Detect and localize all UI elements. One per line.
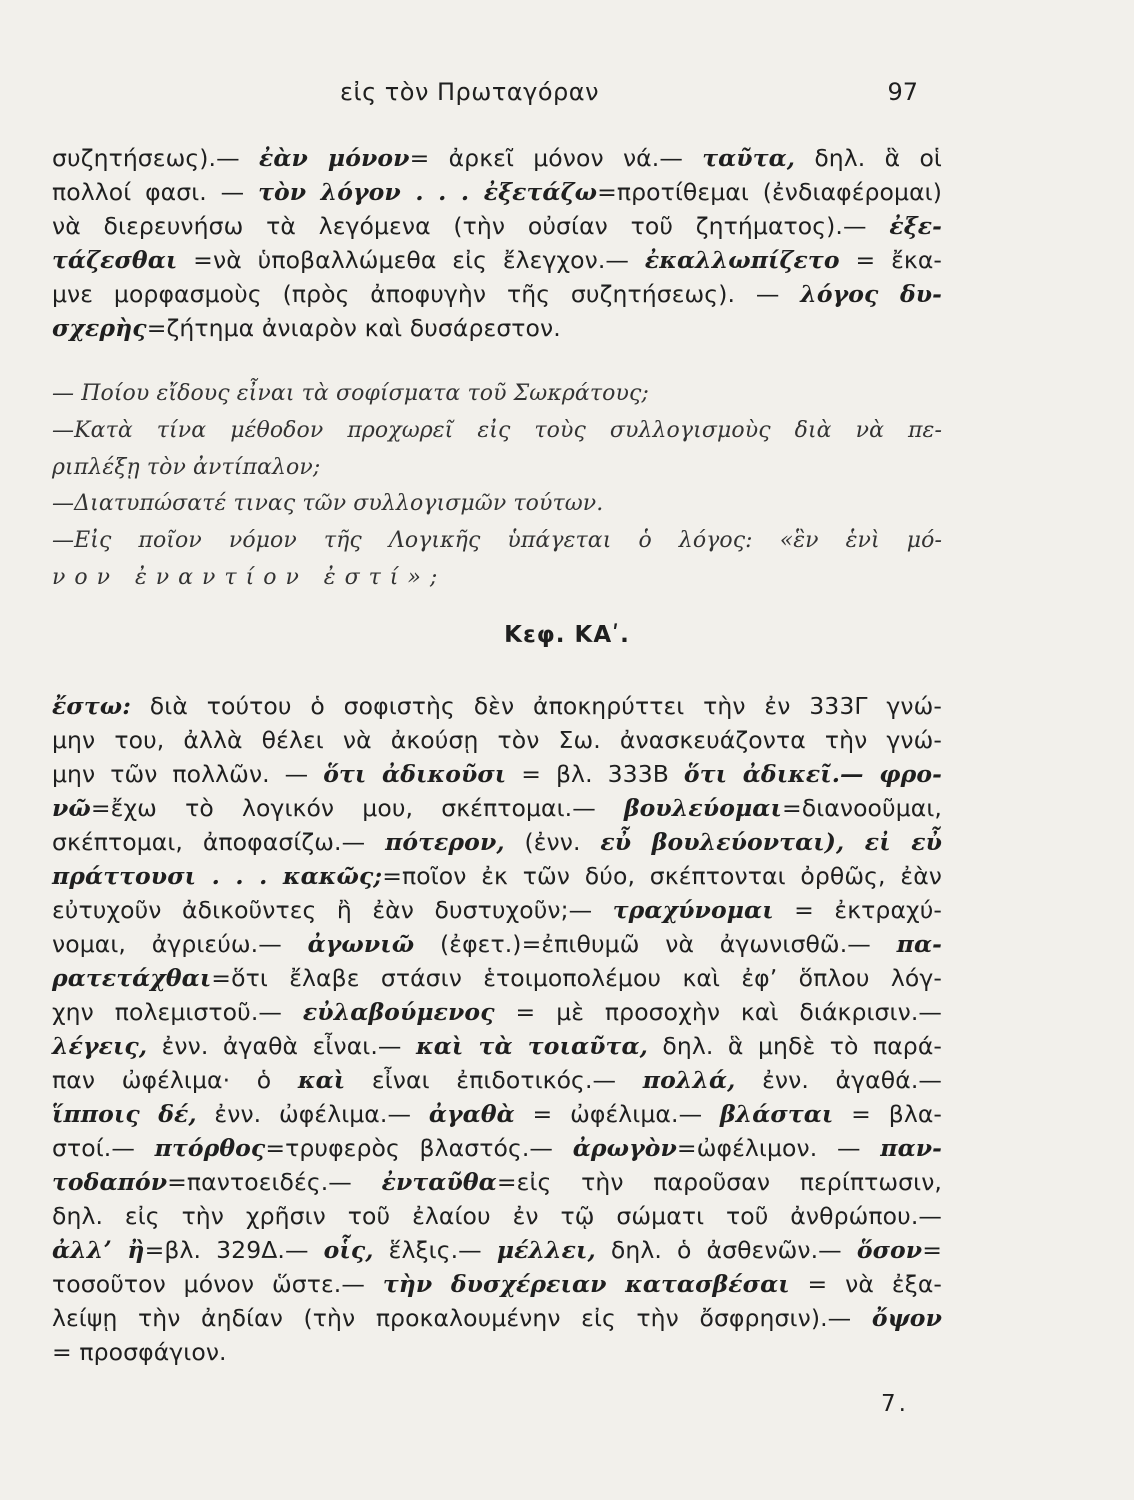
gloss: σκέπτομαι, ἀποφασίζω.— bbox=[52, 828, 386, 856]
gloss: (ἐνν. bbox=[504, 828, 601, 856]
gloss: μην του, ἀλλὰ θέλει νὰ ἀκούσῃ τὸν Σω. ἀνασκευάζοντα τὴν γνώ- bbox=[52, 726, 942, 754]
gloss: =τρυφερὸς βλαστός.— bbox=[265, 1134, 573, 1162]
lemma: βουλεύομαι bbox=[623, 794, 782, 822]
lemma: πότερον, bbox=[385, 828, 505, 856]
gloss: νομαι, ἀγριεύω.— bbox=[52, 930, 308, 958]
gloss: =διανοοῦμαι, bbox=[781, 794, 942, 822]
text-line bbox=[52, 859, 942, 893]
text-line bbox=[52, 893, 942, 927]
lemma: ρατετάχθαι bbox=[52, 964, 212, 992]
gloss: δηλ. εἰς τὴν χρῆσιν τοῦ ἐλαίου ἐν τῷ σώματι τοῦ ἀνθρώπου.— bbox=[52, 1202, 942, 1230]
text-line bbox=[52, 175, 942, 209]
gloss: χην πολεμιστοῦ.— bbox=[52, 998, 303, 1026]
lemma: νῶ bbox=[52, 794, 91, 822]
text-line bbox=[52, 1063, 942, 1097]
text-line bbox=[52, 961, 942, 995]
gloss: μην τῶν πολλῶν. — bbox=[52, 760, 324, 788]
lemma: βλάσται bbox=[719, 1100, 834, 1128]
text-line bbox=[52, 689, 942, 723]
text-line bbox=[52, 209, 942, 243]
question-line: ριπλέξῃ τὸν ἀντίπαλον; bbox=[52, 454, 321, 480]
gloss: συζητήσεως).— bbox=[52, 144, 259, 172]
lemma: ὄψον bbox=[871, 1304, 942, 1332]
question-line: —Διατυπώσατέ τινας τῶν συλλογισμῶν τούτων. bbox=[52, 491, 604, 517]
lemma: ἀλλʼ ἢ bbox=[52, 1236, 145, 1264]
gloss: =βλ. 329Δ.— bbox=[144, 1236, 324, 1264]
lemma: τὴν δυσχέρειαν κατασβέσαι bbox=[382, 1270, 790, 1298]
lemma: εὖ βουλεύονται), εἰ εὖ bbox=[600, 828, 943, 856]
question-line: —Εἰς ποῖον νόμον τῆς Λογικῆς ὑπάγεται ὁ λόγος: «ἓν ἑνὶ μό- bbox=[52, 528, 942, 554]
signature-mark: 7. bbox=[881, 1391, 909, 1417]
commentary-block-1 bbox=[52, 141, 942, 345]
gloss: δηλ. ἃ οἱ bbox=[795, 144, 942, 172]
gloss: =προτίθεμαι (ἐνδιαφέρομαι) bbox=[597, 178, 942, 206]
gloss: = νὰ ἐξα- bbox=[789, 1270, 942, 1298]
gloss: = προσφάγιον. bbox=[52, 1338, 227, 1366]
gloss: = βλ. 333Β bbox=[506, 760, 684, 788]
page-number: 97 bbox=[887, 78, 918, 106]
gloss: = μὲ προσοχὴν καὶ διάκρισιν.— bbox=[494, 998, 942, 1026]
text-line bbox=[52, 791, 942, 825]
text-line bbox=[52, 757, 942, 791]
lemma: ἐξε- bbox=[889, 212, 942, 240]
chapter-heading: Κεφ. ΚΑʹ. bbox=[504, 622, 630, 648]
gloss: ἐνν. ἀγαθά.— bbox=[735, 1066, 942, 1094]
gloss: = bbox=[922, 1236, 942, 1264]
lemma: ἔστω: bbox=[52, 692, 131, 720]
lemma: ὅσον bbox=[856, 1236, 923, 1264]
gloss: = ὠφέλιμα.— bbox=[514, 1100, 720, 1128]
lemma: πα- bbox=[896, 930, 942, 958]
gloss: ἐνν. ὠφέλιμα.— bbox=[196, 1100, 429, 1128]
lemma: πράττουσι . . . κακῶς; bbox=[52, 862, 383, 890]
gloss: =ὠφέλιμον. — bbox=[676, 1134, 881, 1162]
text-line bbox=[52, 927, 942, 961]
gloss: = ἀρκεῖ μόνον νά.— bbox=[409, 144, 703, 172]
text-line bbox=[52, 825, 942, 859]
lemma: ἀγωνιῶ bbox=[307, 930, 415, 958]
lemma: εὐλαβούμενος bbox=[302, 998, 495, 1026]
question-line: — Ποίου εἴδους εἶναι τὰ σοφίσματα τοῦ Σωκράτους; bbox=[52, 381, 649, 406]
gloss: = βλα- bbox=[833, 1100, 943, 1128]
text-line bbox=[52, 1165, 942, 1199]
lemma: τὸν λόγον . . . ἐξετάζω bbox=[258, 178, 598, 206]
lemma: τάζεσθαι bbox=[52, 246, 178, 274]
text-line bbox=[52, 1131, 942, 1165]
gloss: =παντοειδές.— bbox=[167, 1168, 382, 1196]
gloss: εἶναι ἐπιδοτικός.— bbox=[345, 1066, 643, 1094]
gloss: =ζήτημα ἀνιαρὸν καὶ δυσάρεστον. bbox=[146, 314, 561, 342]
gloss: (ἐφετ.)=ἐπιθυμῶ νὰ ἀγωνισθῶ.— bbox=[414, 930, 897, 958]
gloss: πολλοί φασι. — bbox=[52, 178, 259, 206]
gloss: =ποῖον ἐκ τῶν δύο, σκέπτονται ὀρθῶς, ἐὰν bbox=[382, 862, 943, 890]
lemma: ὅτι ἀδικοῦσι bbox=[323, 760, 507, 788]
question-line: νον ἐναντίον ἐστί»; bbox=[52, 564, 447, 590]
gloss: διὰ τούτου ὁ σοφιστὴς δὲν ἀποκηρύττει τὴν ἐν 333Γ γνώ- bbox=[130, 692, 942, 720]
lemma: τοδαπόν bbox=[52, 1168, 168, 1196]
lemma: ἀρωγὸν bbox=[572, 1134, 677, 1162]
gloss: εὐτυχοῦν ἀδικοῦντες ἢ ἐὰν δυστυχοῦν;— bbox=[52, 896, 613, 924]
text-line bbox=[52, 1029, 942, 1063]
gloss: ἐνν. ἀγαθὰ εἶναι.— bbox=[147, 1032, 416, 1060]
gloss: τοσοῦτον μόνον ὥστε.— bbox=[52, 1270, 383, 1298]
gloss: στοί.— bbox=[52, 1134, 155, 1162]
gloss: δηλ. ἃ μηδὲ τὸ παρά- bbox=[647, 1032, 942, 1060]
lemma: ἐνταῦθα bbox=[381, 1168, 497, 1196]
text-line bbox=[52, 1335, 942, 1369]
question-line: —Κατὰ τίνα μέθοδον προχωρεῖ εἰς τοὺς συλλογισμοὺς διὰ νὰ πε- bbox=[52, 417, 942, 443]
lemma: τραχύνομαι bbox=[612, 896, 774, 924]
text-line bbox=[52, 311, 942, 345]
lemma: ἵπποις δέ, bbox=[52, 1100, 197, 1128]
commentary-block-2 bbox=[52, 689, 942, 1369]
gloss: = ἐκτραχύ- bbox=[773, 896, 942, 924]
gloss: δηλ. ὁ ἀσθενῶν.— bbox=[595, 1236, 857, 1264]
lemma: ἐκαλλωπίζετο bbox=[644, 246, 840, 274]
lemma: πτόρθος bbox=[154, 1134, 266, 1162]
lemma: καὶ τὰ τοιαῦτα, bbox=[415, 1032, 648, 1060]
text-line bbox=[52, 1097, 942, 1131]
lemma: πολλά, bbox=[642, 1066, 736, 1094]
review-questions bbox=[52, 376, 942, 597]
lemma: ἐὰν μόνον bbox=[258, 144, 410, 172]
gloss: μνε μορφασμοὺς (πρὸς ἀποφυγὴν τῆς συζητήσεως). — bbox=[52, 280, 801, 308]
lemma: ταῦτα, bbox=[702, 144, 796, 172]
lemma: μέλλει, bbox=[496, 1236, 596, 1264]
text-line bbox=[52, 243, 942, 277]
text-line bbox=[52, 995, 942, 1029]
lemma: λέγεις, bbox=[52, 1032, 148, 1060]
text-line bbox=[52, 141, 942, 175]
lemma: σχερὴς bbox=[52, 314, 147, 342]
text-line bbox=[52, 277, 942, 311]
gloss: =ὅτι ἔλαβε στάσιν ἑτοιμοπολέμου καὶ ἐφʼ ὅπλου λόγ- bbox=[211, 964, 942, 992]
gloss: =νὰ ὑποβαλλώμεθα εἰς ἔλεγχον.— bbox=[177, 246, 645, 274]
lemma: οἷς, bbox=[323, 1236, 374, 1264]
lemma: ἀγαθὰ bbox=[428, 1100, 515, 1128]
text-line bbox=[52, 1199, 942, 1233]
lemma: παν- bbox=[880, 1134, 943, 1162]
gloss: =εἰς τὴν παροῦσαν περίπτωσιν, bbox=[496, 1168, 942, 1196]
gloss: ἕλξις.— bbox=[373, 1236, 497, 1264]
text-line bbox=[52, 723, 942, 757]
text-line bbox=[52, 1233, 942, 1267]
lemma: καὶ bbox=[297, 1066, 346, 1094]
gloss: = ἔκα- bbox=[839, 246, 942, 274]
gloss: =ἔχω τὸ λογικόν μου, σκέπτομαι.— bbox=[90, 794, 624, 822]
gloss: παν ὠφέλιμα· ὁ bbox=[52, 1066, 298, 1094]
text-line bbox=[52, 1301, 942, 1335]
lemma: λόγος δυ- bbox=[800, 280, 942, 308]
lemma: ὅτι ἀδικεῖ.— φρο- bbox=[683, 760, 942, 788]
text-line bbox=[52, 1267, 942, 1301]
running-title: εἰς τὸν Πρωταγόραν bbox=[340, 78, 599, 106]
gloss: λείψῃ τὴν ἀηδίαν (τὴν προκαλουμένην εἰς τὴν ὄσφρησιν).— bbox=[52, 1304, 872, 1332]
gloss: νὰ διερευνήσω τὰ λεγόμενα (τὴν οὐσίαν τοῦ ζητήματος).— bbox=[52, 212, 890, 240]
